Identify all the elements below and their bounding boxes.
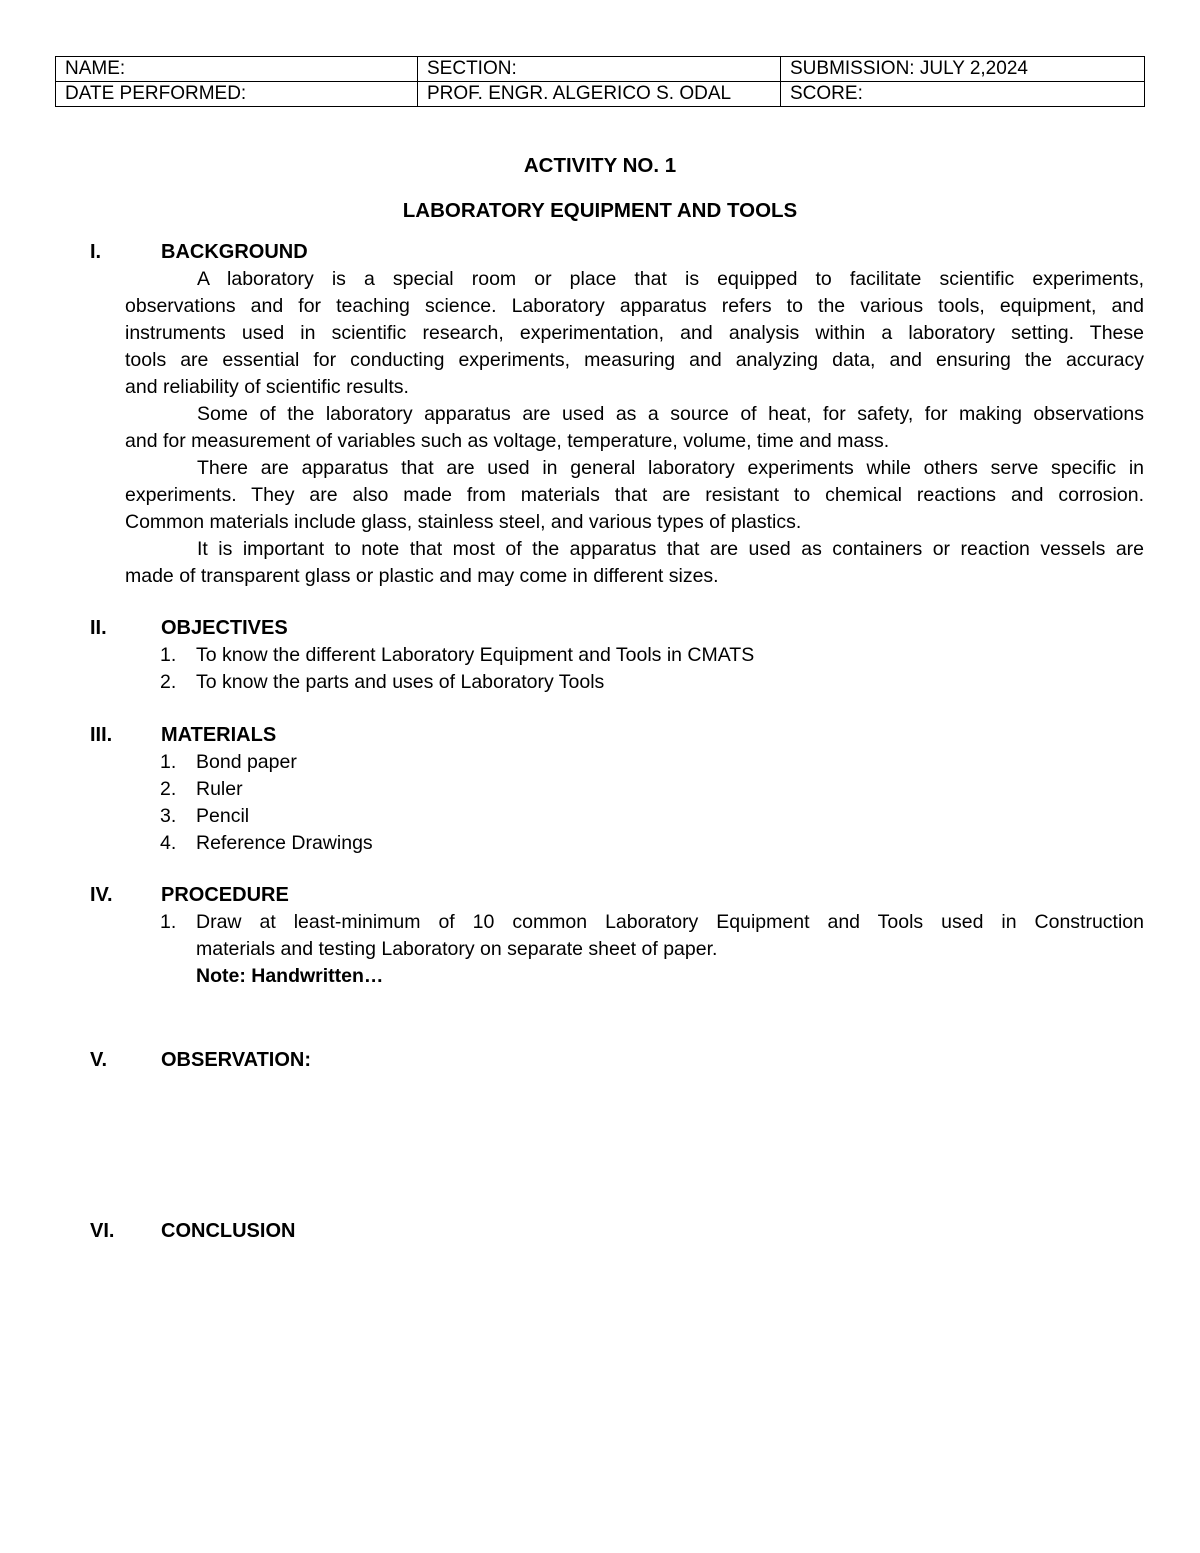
paragraph-line: made of transparent glass or plastic and may come in different sizes.	[125, 565, 719, 587]
paragraph-line: It is important to note that most of the apparatus that are used as containers or reaction vessels are	[197, 538, 1144, 560]
section-title: CONCLUSION	[161, 1220, 296, 1242]
paragraph-line: observations and for teaching science. Laboratory apparatus refers to the various tools, equipment, and	[125, 295, 1144, 317]
objectives-list	[160, 642, 1144, 696]
background-heading	[90, 239, 308, 265]
section-number: I.	[90, 241, 102, 263]
list-item: 3. Pencil	[160, 805, 250, 827]
activity-title: ACTIVITY NO. 1	[523, 154, 677, 177]
list-item: 1. To know the different Laboratory Equipment and Tools in CMATS	[160, 644, 755, 666]
list-item: 1. Draw at least-minimum of 10 common Laboratory Equipment and Tools used in Construction materials and testing Laboratory on separate sheet of paper. Note: Handwritten…	[160, 909, 1144, 990]
paragraph-line: tools are essential for conducting experiments, measuring and analyzing data, and ensuring the accuracy	[125, 349, 1144, 371]
submission-cell: SUBMISSION: JULY 2,2024	[781, 57, 1145, 82]
paragraph-line: Common materials include glass, stainless steel, and various types of plastics.	[125, 511, 802, 533]
paragraph-line: and reliability of scientific results.	[125, 376, 409, 398]
professor-cell: PROF. ENGR. ALGERICO S. ODAL	[418, 82, 781, 107]
section-cell: SECTION:	[418, 57, 781, 82]
section-number: VI.	[90, 1220, 115, 1242]
materials-list	[160, 749, 1144, 857]
section-title: OBJECTIVES	[161, 617, 288, 639]
observation-heading	[90, 1047, 311, 1073]
document-subtitle: LABORATORY EQUIPMENT AND TOOLS	[402, 199, 798, 222]
section-number: II.	[90, 617, 107, 639]
header-row	[56, 57, 1145, 82]
conclusion-heading	[90, 1218, 295, 1244]
paragraph-line: A laboratory is a special room or place that is equipped to facilitate scientific experiments,	[197, 268, 1144, 290]
list-item: 4. Reference Drawings	[160, 832, 373, 854]
name-cell: NAME:	[56, 57, 418, 82]
section-title: BACKGROUND	[161, 241, 308, 263]
header-row	[56, 82, 1145, 107]
section-number: V.	[90, 1049, 108, 1071]
background-text	[125, 266, 1144, 590]
paragraph-line: There are apparatus that are used in general laboratory experiments while others serve specific in	[197, 457, 1144, 479]
procedure-step-line: materials and testing Laboratory on separate sheet of paper.	[196, 938, 718, 960]
date-performed-cell: DATE PERFORMED:	[56, 82, 418, 107]
section-number: IV.	[90, 884, 113, 906]
score-cell: SCORE:	[781, 82, 1145, 107]
section-title: MATERIALS	[161, 724, 277, 746]
paragraph-line: and for measurement of variables such as voltage, temperature, volume, time and mass.	[125, 430, 890, 452]
paragraph-line: experiments. They are also made from materials that are resistant to chemical reactions and corrosion.	[125, 484, 1144, 506]
section-title: OBSERVATION:	[161, 1049, 312, 1071]
procedure-step-line: Draw at least-minimum of 10 common Laboratory Equipment and Tools used in Construction	[196, 911, 1144, 933]
paragraph-line: Some of the laboratory apparatus are used as a source of heat, for safety, for making observations	[197, 403, 1144, 425]
handwritten-note: Note: Handwritten…	[196, 965, 384, 987]
list-item: 1. Bond paper	[160, 751, 297, 773]
procedure-list	[160, 909, 1144, 990]
section-number: III.	[90, 724, 113, 746]
objectives-heading	[90, 615, 288, 641]
paragraph-line: instruments used in scientific research, experimentation, and analysis within a laboratory setting. These	[125, 322, 1144, 344]
section-title: PROCEDURE	[161, 884, 289, 906]
list-item: 2. Ruler	[160, 778, 243, 800]
list-item: 2. To know the parts and uses of Laboratory Tools	[160, 671, 605, 693]
header-table	[55, 56, 1145, 107]
materials-heading	[90, 722, 276, 748]
procedure-heading	[90, 882, 289, 908]
